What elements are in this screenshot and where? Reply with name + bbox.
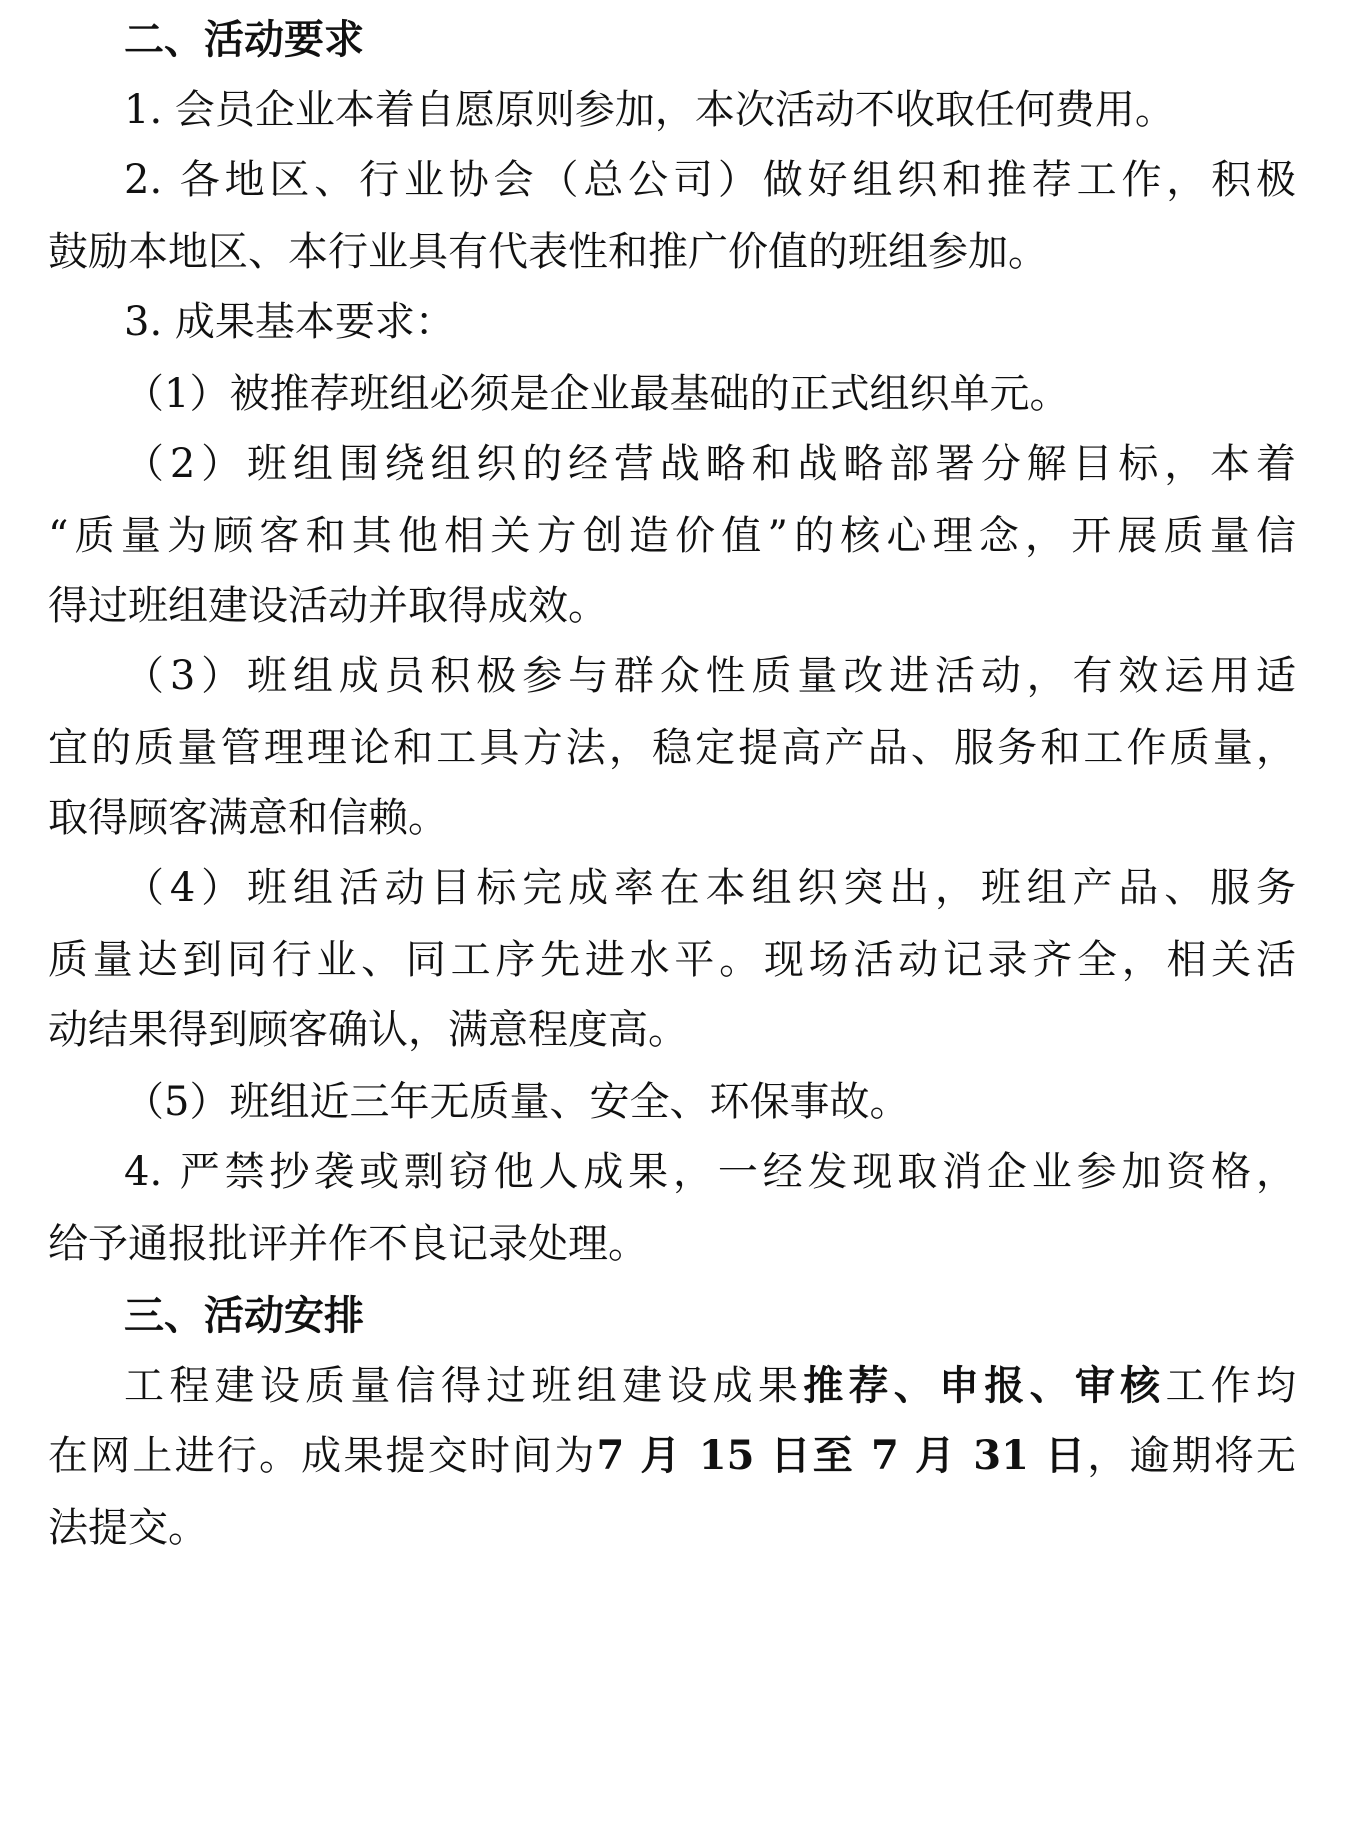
requirement-4-line-1: （4）班组活动目标完成率在本组织突出，班组产品、服务 — [124, 865, 1296, 911]
requirement-2-line-1: （2）班组围绕组织的经营战略和战略部署分解目标，本着 — [124, 441, 1296, 487]
arrangement-paragraph-line-1 — [48, 1356, 1296, 1416]
arrangement-paragraph-line-3: 法提交。 — [48, 1505, 208, 1551]
arrangement-text: 工作均 — [1165, 1363, 1297, 1409]
requirement-2-line-2: “质量为顾客和其他相关方创造价值”的核心理念，开展质量信 — [48, 513, 1296, 559]
requirement-2-line-3: 得过班组建设活动并取得成效。 — [48, 583, 608, 629]
requirement-4-line-3: 动结果得到顾客确认，满意程度高。 — [48, 1007, 688, 1053]
arrangement-text: ，逾期将无 — [1087, 1433, 1297, 1479]
requirement-4-line-2: 质量达到同行业、同工序先进水平。现场活动记录齐全，相关活 — [48, 937, 1296, 983]
arrangement-text: 工程建设质量信得过班组建设成果 — [124, 1363, 804, 1409]
paragraph-item-3: 3. 成果基本要求： — [124, 299, 455, 345]
arrangement-bold-text: 推荐、申报、审核 — [803, 1362, 1166, 1409]
arrangement-paragraph-line-2 — [48, 1426, 1296, 1486]
requirement-3-line-2: 宜的质量管理理论和工具方法，稳定提高产品、服务和工作质量， — [48, 725, 1296, 771]
paragraph-item-4-line-1: 4. 严禁抄袭或剽窃他人成果，一经发现取消企业参加资格， — [124, 1149, 1296, 1195]
requirement-5: （5）班组近三年无质量、安全、环保事故。 — [124, 1079, 910, 1125]
section-heading-arrangements: 三、活动安排 — [124, 1293, 364, 1339]
arrangement-text: 在网上进行。成果提交时间为 — [48, 1433, 597, 1479]
paragraph-item-2-line-2: 鼓励本地区、本行业具有代表性和推广价值的班组参加。 — [48, 229, 1048, 275]
paragraph-item-4-line-2: 给予通报批评并作不良记录处理。 — [48, 1221, 648, 1267]
paragraph-item-2-line-1: 2. 各地区、行业协会（总公司）做好组织和推荐工作，积极 — [124, 157, 1296, 203]
submission-dates: 7 月 15 日至 7 月 31 日 — [596, 1432, 1088, 1479]
requirement-3-line-1: （3）班组成员积极参与群众性质量改进活动，有效运用适 — [124, 653, 1296, 699]
requirement-3-line-3: 取得顾客满意和信赖。 — [48, 795, 448, 841]
requirement-1: （1）被推荐班组必须是企业最基础的正式组织单元。 — [124, 371, 1070, 417]
paragraph-item-1: 1. 会员企业本着自愿原则参加，本次活动不收取任何费用。 — [124, 87, 1175, 133]
section-heading-requirements: 二、活动要求 — [124, 17, 364, 63]
